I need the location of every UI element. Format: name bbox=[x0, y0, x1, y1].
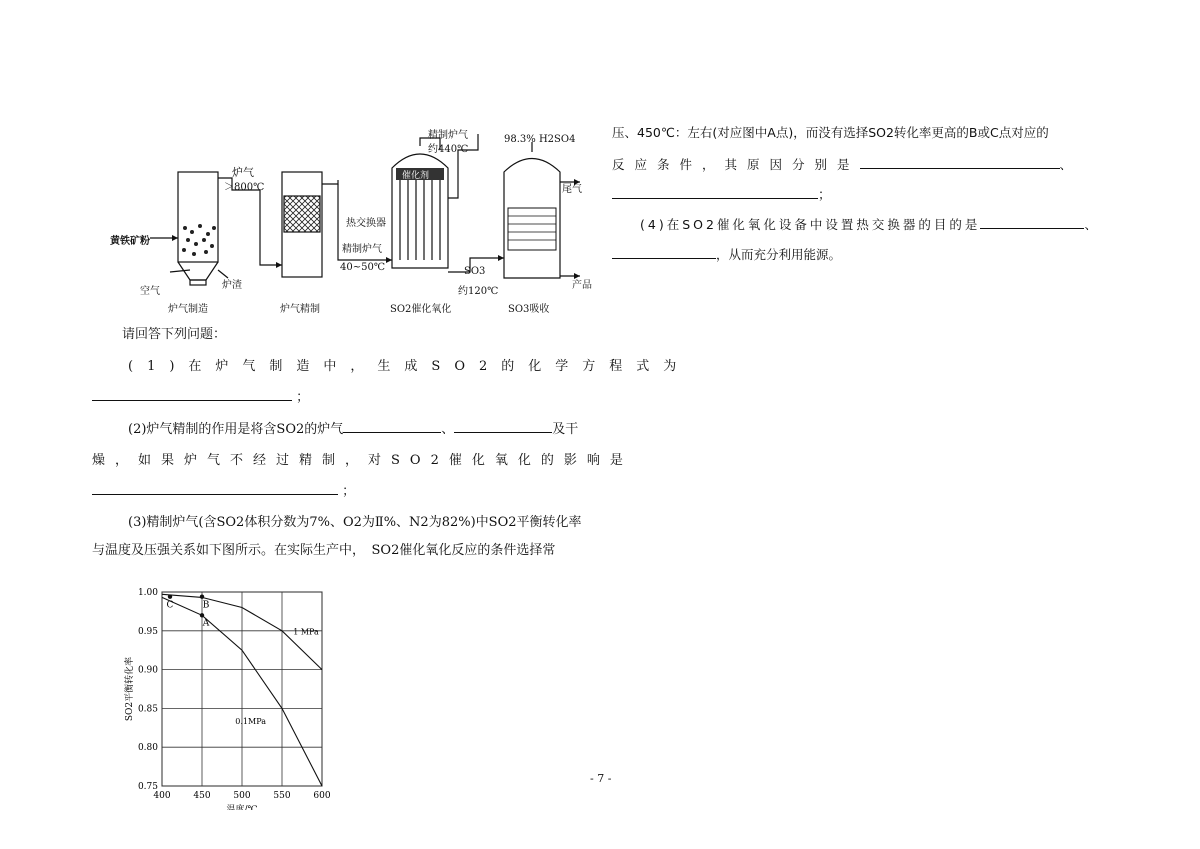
label-approx-120: 约120℃ bbox=[458, 286, 499, 297]
question-2-answer-line bbox=[92, 482, 355, 501]
data-point bbox=[168, 594, 172, 598]
question-3-line-1: (3)精制炉气(含SO2体积分数为7%、O2为Ⅱ%、N2为82%)中SO2平衡转化率 bbox=[128, 515, 582, 530]
question-4-line-2 bbox=[612, 246, 841, 264]
label-product: 产品 bbox=[572, 280, 592, 291]
x-tick-label: 550 bbox=[273, 791, 291, 801]
q4-text: (4)在SO2催化氧化设备中设置热交换器的目的是 bbox=[640, 217, 981, 232]
question-1-text: (1)在炉气制造中，生成SO2的化学方程式为 bbox=[128, 359, 691, 374]
caption-so2-oxidation: SO2催化氧化 bbox=[390, 304, 452, 315]
answer-blank-2b[interactable] bbox=[454, 420, 552, 433]
prompt-text: 请回答下列问题： bbox=[122, 327, 227, 342]
q4-sep: 、 bbox=[1084, 217, 1097, 232]
y-tick-label: 0.75 bbox=[137, 782, 158, 792]
y-tick-label: 0.95 bbox=[137, 626, 158, 637]
answer-blank-1[interactable] bbox=[92, 388, 292, 401]
question-3-line-2: 与温度及压强关系如下图所示。在实际生产中， SO2催化氧化反应的条件选择常 bbox=[92, 543, 556, 558]
data-point bbox=[200, 594, 204, 598]
q3-line2-text: 反应条件，其原因分别是 bbox=[612, 157, 860, 172]
answer-blank-3b[interactable] bbox=[612, 186, 818, 199]
q3-line2-sep: 、 bbox=[1059, 157, 1073, 172]
label-slag: 炉渣 bbox=[222, 280, 242, 291]
label-furnace-gas: 炉气 bbox=[232, 166, 254, 179]
q2-text-a: (2)炉气精制的作用是将含SO2的炉气 bbox=[128, 422, 344, 437]
y-tick-label: 0.80 bbox=[137, 743, 158, 754]
label-so3: SO3 bbox=[464, 266, 486, 277]
series-label: 1 MPa bbox=[293, 627, 319, 637]
label-refined-gas-top: 精制炉气 bbox=[428, 130, 468, 141]
label-pyrite-powder: 黄铁矿粉 bbox=[110, 236, 150, 247]
q2-text-c: 燥，如果炉气不经过精制，对SO2催化氧化的影响是 bbox=[92, 453, 633, 468]
q3-continued-line-1: 压、450℃：左右(对应图中A点)，而没有选择SO2转化率更高的B或C点对应的 bbox=[612, 125, 1049, 140]
q4-end-text: ，从而充分利用能源。 bbox=[716, 247, 842, 262]
answer-blank-2c[interactable] bbox=[92, 482, 338, 495]
x-tick-label: 450 bbox=[193, 791, 211, 801]
question-1-answer-line bbox=[92, 388, 309, 407]
answer-blank-3a[interactable] bbox=[860, 156, 1060, 169]
process-diagram bbox=[110, 120, 605, 320]
label-approx-440: 约440℃ bbox=[428, 144, 469, 155]
answer-blank-2a[interactable] bbox=[343, 420, 441, 433]
q3-continued-line-2 bbox=[612, 156, 1072, 174]
question-2-line-2 bbox=[92, 452, 633, 470]
q1-end-punct: ； bbox=[296, 390, 310, 405]
x-tick-label: 400 bbox=[153, 791, 171, 801]
chart-svg bbox=[120, 580, 340, 810]
caption-gas-refining: 炉气精制 bbox=[280, 304, 320, 315]
answer-blank-4a[interactable] bbox=[980, 216, 1084, 229]
point-label: B bbox=[202, 600, 210, 611]
y-axis-label: SO2平衡转化率 bbox=[125, 656, 135, 722]
label-air: 空气 bbox=[140, 286, 160, 297]
label-refined-gas: 精制炉气 bbox=[342, 244, 382, 255]
x-tick-label: 600 bbox=[313, 791, 331, 801]
q2-text-b: 及干 bbox=[552, 422, 579, 437]
question-1 bbox=[128, 358, 691, 376]
y-tick-label: 1.00 bbox=[137, 588, 158, 598]
label-furnace-temp: ＞800℃ bbox=[224, 182, 265, 193]
q3-continued-line-3 bbox=[612, 186, 831, 205]
label-heat-exchanger: 热交换器 bbox=[346, 218, 386, 229]
point-label: C bbox=[166, 600, 174, 611]
conversion-chart bbox=[120, 580, 340, 810]
y-tick-label: 0.85 bbox=[137, 704, 158, 715]
q2-sep: 、 bbox=[441, 422, 455, 437]
question-4-line-1 bbox=[640, 216, 1097, 234]
label-catalyst: 催化剂 bbox=[402, 171, 430, 181]
q3-line3-end: ； bbox=[818, 188, 832, 203]
caption-furnace-making: 炉气制造 bbox=[168, 304, 208, 315]
q2-end-punct: ； bbox=[342, 484, 356, 499]
x-axis-label: 温度/℃ bbox=[226, 805, 258, 810]
y-tick-label: 0.90 bbox=[137, 665, 158, 676]
point-label: A bbox=[202, 618, 210, 629]
answer-blank-4b[interactable] bbox=[612, 246, 716, 259]
label-tail-gas: 尾气 bbox=[562, 184, 582, 195]
caption-so3-absorption: SO3吸收 bbox=[508, 304, 550, 315]
label-acid: 98.3% H2SO4 bbox=[504, 134, 576, 145]
x-tick-label: 500 bbox=[233, 791, 251, 801]
data-point bbox=[200, 613, 204, 617]
label-temp-40-50: 40~50℃ bbox=[340, 262, 386, 273]
series-label: 0.1MPa bbox=[235, 716, 266, 726]
page-number: - 7 - bbox=[590, 772, 612, 785]
question-2-line-1 bbox=[128, 420, 578, 439]
